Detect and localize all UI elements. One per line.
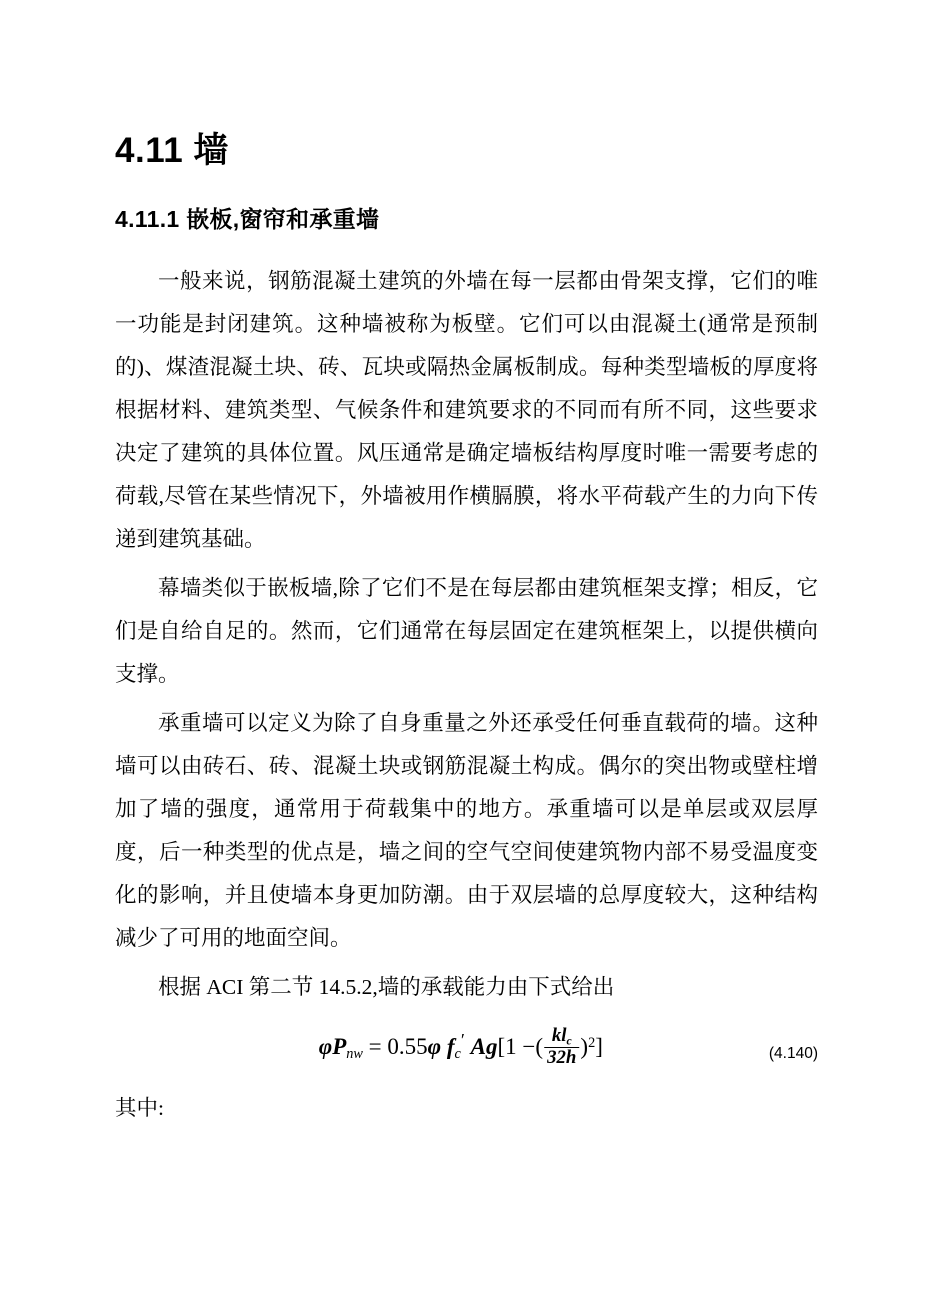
equation-fraction-denominator: 32h xyxy=(547,1047,577,1069)
equation-bracket-close: ] xyxy=(595,1033,603,1059)
equation-fraction xyxy=(544,1026,579,1069)
paragraph-4: 根据 ACI 第二节 14.5.2,墙的承载能力由下式给出 xyxy=(158,974,615,999)
page-title: 4.11 墙 xyxy=(115,131,229,170)
equation-paren-open: ( xyxy=(535,1033,544,1059)
equation-fraction-num-sub: c xyxy=(566,1033,572,1047)
equation-p-symbol: P xyxy=(332,1033,347,1059)
section-subtitle: 4.11.1 嵌板,窗帘和承重墙 xyxy=(115,206,380,232)
equation-equals: = xyxy=(368,1033,382,1059)
equation-fc-subscript: c xyxy=(454,1045,461,1062)
equation-coefficient: 0.55 xyxy=(387,1033,428,1059)
equation-ag: Ag xyxy=(470,1033,498,1059)
equation-row xyxy=(115,1023,818,1079)
equation-number: (4.140) xyxy=(768,1044,818,1062)
equation-paren-close: ) xyxy=(580,1033,589,1059)
equation-minus: − xyxy=(522,1033,536,1059)
equation-exponent: 2 xyxy=(588,1034,596,1051)
equation-p-subscript: nw xyxy=(346,1045,363,1062)
paragraph-3: 承重墙可以定义为除了自身重量之外还承受任何垂直载荷的墙。这种墙可以由砖石、砖、混凝土块或钢筋混凝土构成。偶尔的突出物或壁柱增加了墙的强度，通常用于荷载集中的地方。承重墙可以是单层或双层厚度，后一种类型的优点是，墙之间的空气空间使建筑物内部不易受温度变化的影响，并且使墙本身更加防潮。由于双层墙的总厚度较大，这种结构减少了可用的地面空间。 xyxy=(115,710,818,950)
where-label: 其中: xyxy=(115,1095,164,1120)
paragraph-2: 幕墙类似于嵌板墙,除了它们不是在每层都由建筑框架支撑；相反，它们是自给自足的。然而，它们通常在每层固定在建筑框架上，以提供横向支撑。 xyxy=(115,575,818,686)
paragraph-1: 一般来说，钢筋混凝土建筑的外墙在每一层都由骨架支撑，它们的唯一功能是封闭建筑。这种墙被称为板壁。它们可以由混凝土(通常是预制的)、煤渣混凝土块、砖、瓦块或隔热金属板制成。每种类型墙板的厚度将根据材料、建筑类型、气候条件和建筑要求的不同而有所不同，这些要求决定了建筑的具体位置。风压通常是确定墙板结构厚度时唯一需要考虑的荷载,尽管在某些情况下，外墙被用作横膈膜，将水平荷载产生的力向下传递到建筑基础。 xyxy=(115,268,818,551)
equation-bracket-open: [1 xyxy=(497,1033,517,1059)
equation-fraction-numerator xyxy=(544,1026,579,1049)
equation-fraction-num-text: kl xyxy=(551,1024,567,1046)
equation-expression xyxy=(318,1024,603,1070)
equation-fc: f xyxy=(446,1033,455,1059)
equation-phi-2: φ xyxy=(427,1033,442,1059)
equation-prime: ′ xyxy=(460,1029,465,1050)
equation-phi: φ xyxy=(318,1033,333,1059)
